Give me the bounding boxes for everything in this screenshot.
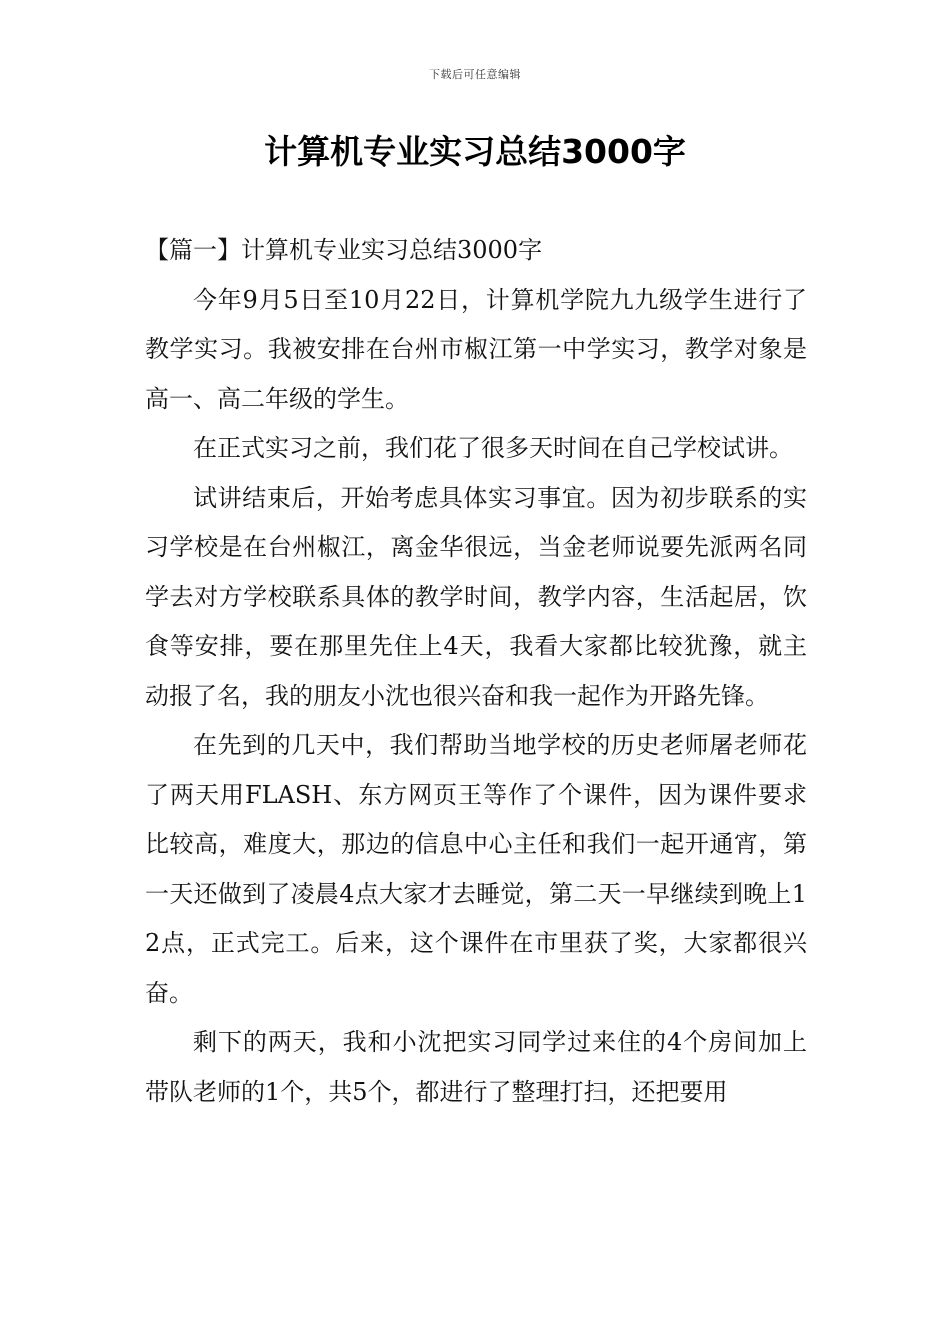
section-heading: 【篇一】计算机专业实习总结3000字 [145,236,543,264]
document-title: 计算机专业实习总结3000字 [264,132,686,171]
document-body [145,226,807,1117]
paragraph-1: 今年9月5日至10月22日，计算机学院九九级学生进行了教学实习。我被安排在台州市椒江第一中学实习，教学对象是高一、高二年级的学生。 [145,285,807,413]
header-note: 下载后可任意编辑 [429,68,521,81]
paragraph-2: 在正式实习之前，我们花了很多天时间在自己学校试讲。 [193,434,793,462]
paragraph-3: 试讲结束后，开始考虑具体实习事宜。因为初步联系的实习学校是在台州椒江，离金华很远，当金老师说要先派两名同学去对方学校联系具体的教学时间，教学内容，生活起居，饮食等安排，要在那里先住上4天，我看大家都比较犹豫，就主动报了名，我的朋友小沈也很兴奋和我一起作为开路先锋。 [145,483,807,710]
paragraph-5: 剩下的两天，我和小沈把实习同学过来住的4个房间加上带队老师的1个，共5个，都进行了整理打扫，还把要用 [145,1028,807,1106]
paragraph-4: 在先到的几天中，我们帮助当地学校的历史老师屠老师花了两天用FLASH、东方网页王等作了个课件，因为课件要求比较高，难度大，那边的信息中心主任和我们一起开通宵，第一天还做到了凌晨4点大家才去睡觉，第二天一早继续到晚上12点，正式完工。后来，这个课件在市里获了奖，大家都很兴奋。 [145,731,807,1007]
